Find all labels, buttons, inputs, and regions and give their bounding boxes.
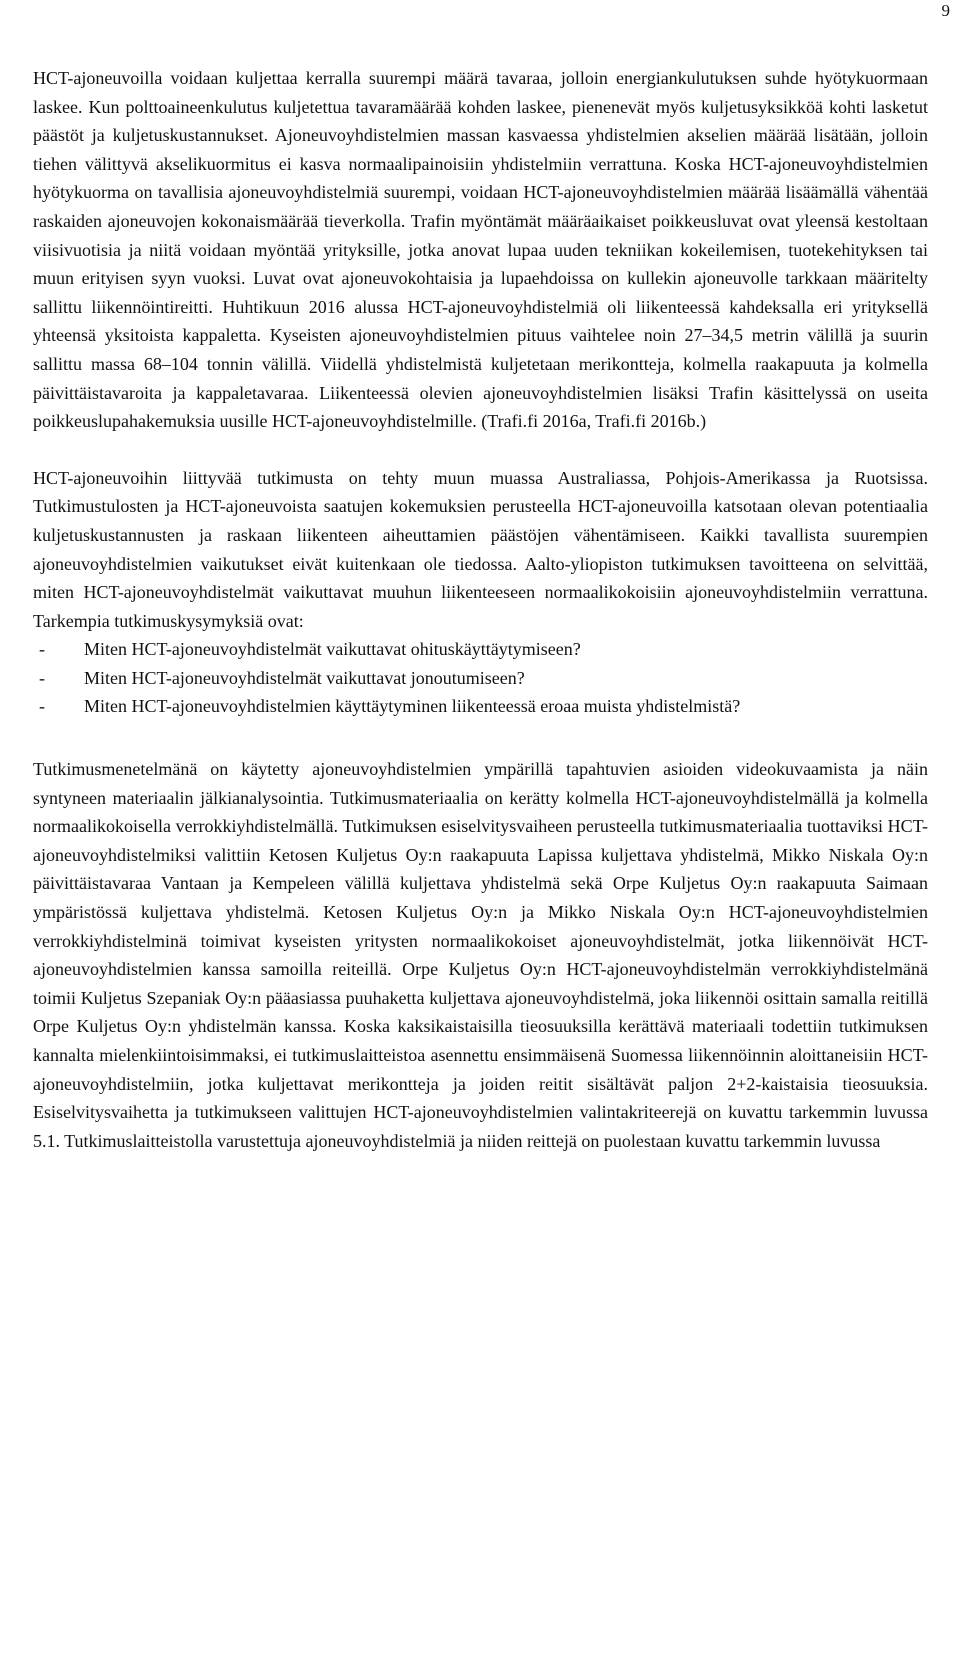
paragraph-research-method: Tutkimusmenetelmänä on käytetty ajoneuvoyhdistelmien ympärillä tapahtuvien asioiden videokuvaamista ja näin syntyneen materiaalin jälkianalysointia. Tutkimusmateriaalia on kerätty kolmella HCT-ajoneuvoyhdistelmällä ja kolmella normaalikokoisella verrokkiyhdistelmällä. Tutkimuksen esiselvitysvaiheen perusteella tutkimusmateriaalia tuottaviksi HCT-ajoneuvoyhdistelmiksi valittiin Ketosen Kuljetus Oy:n raakapuuta Lapissa kuljettava yhdistelmä, Mikko Niskala Oy:n päivittäistavaraa Vantaan ja Kempeleen välillä kuljettava yhdistelmä sekä Orpe Kuljetus Oy:n raakapuuta Saimaan ympäristössä kuljettava yhdistelmä. Ketosen Kuljetus Oy:n ja Mikko Niskala Oy:n HCT-ajoneuvoyhdistelmien verrokkiyhdistelminä toimivat kyseisten yritysten normaalikokoiset ajoneuvoyhdistelmät, jotka liikennöivät HCT-ajoneuvoyhdistelmien kanssa samoilla reiteillä. Orpe Kuljetus Oy:n HCT-ajoneuvoyhdistelmän verrokkiyhdistelmänä toimii Kuljetus Szepaniak Oy:n pääasiassa puuhaketta kuljettava ajoneuvoyhdistelmä, joka liikennöi osittain samalla reitillä Orpe Kuljetus Oy:n yhdistelmän kanssa. Koska kaksikaistaisilla tieosuuksilla kerättävä materiaali todettiin tutkimuksen kannalta mielenkiintoisimmaksi, ei tutkimuslaitteistoa asennettu ensimmäisenä Suomessa liikennöinnin aloittaneisiin HCT-ajoneuvoyhdistelmiin, jotka kuljettavat merikontteja ja joiden reitit sisältävät paljon 2+2-kaistaisia tieosuuksia. Esiselvitysvaihetta ja tutkimukseen valittujen HCT-ajoneuvoyhdistelmien valintakriteerejä on kuvattu tarkemmin luvussa 5.1. Tutkimuslaitteistolla varustettuja ajoneuvoyhdistelmiä ja niiden reittejä on puolestaan kuvattu tarkemmin luvussa <box>33 759 928 1151</box>
list-item <box>33 664 928 693</box>
paragraph-research-background: HCT-ajoneuvoihin liittyvää tutkimusta on tehty muun muassa Australiassa, Pohjois-Amerikassa ja Ruotsissa. Tutkimustulosten ja HCT-ajoneuvoista saatujen kokemuksien perusteella HCT-ajoneuvoilla katsotaan olevan potentiaalia kuljetuskustannusten ja raskaan liikenteen aiheuttamien päästöjen vähentämiseen. Kaikki tavallista suurempien ajoneuvoyhdistelmien vaikutukset eivät kuitenkaan ole tiedossa. Aalto-yliopiston tutkimuksen tavoitteena on selvittää, miten HCT-ajoneuvoyhdistelmät vaikuttavat muuhun liikenteeseen normaalikokoisiin ajoneuvoyhdistelmiin verrattuna. Tarkempia tutkimuskysymyksiä ovat: <box>33 467 928 631</box>
list-item-text: Miten HCT-ajoneuvoyhdistelmät vaikuttavat ohituskäyttäytymiseen? <box>84 639 581 660</box>
list-marker: - <box>39 639 45 660</box>
page-number: 9 <box>941 1 950 20</box>
document-body <box>33 64 928 1155</box>
paragraph-hct-benefits: HCT-ajoneuvoilla voidaan kuljettaa kerralla suurempi määrä tavaraa, jolloin energiankulutuksen suhde hyötykuormaan laskee. Kun polttoaineenkulutus kuljetettua tavaramäärää kohden laskee, pienenevät myös kuljetusyksikköä kohti lasketut päästöt ja kuljetuskustannukset. Ajoneuvoyhdistelmien massan kasvaessa yhdistelmien akselien määrää lisätään, jolloin tiehen välittyvä akselikuormitus ei kasva normaalipainoisiin yhdistelmiin verrattuna. Koska HCT-ajoneuvoyhdistelmien hyötykuorma on tavallisia ajoneuvoyhdistelmiä suurempi, voidaan HCT-ajoneuvoyhdistelmien määrää lisäämällä vähentää raskaiden ajoneuvojen kokonaismäärää tieverkolla. Trafin myöntämät määräaikaiset poikkeusluvat ovat yleensä kestoltaan viisivuotisia ja niitä voidaan myöntää yrityksille, jotka anovat lupaa uuden tekniikan kokeilemisen, tuotekehityksen tai muun erityisen syyn vuoksi. Luvat ovat ajoneuvokohtaisia ja lupaehdoissa on kullekin ajoneuvolle tarkkaan määritelty sallittu liikennöintireitti. Huhtikuun 2016 alussa HCT-ajoneuvoyhdistelmiä oli liikenteessä kahdeksalla eri yrityksellä yhteensä yksitoista kappaletta. Kyseisten ajoneuvoyhdistelmien pituus vaihtelee noin 27–34,5 metrin välillä ja suurin sallittu massa 68–104 tonnin välillä. Viidellä yhdistelmistä kuljetetaan merikontteja, kolmella raakapuuta ja kolmella päivittäistavaroita ja kappaletavaraa. Liikenteessä olevien ajoneuvoyhdistelmien lisäksi Trafin käsittelyssä on useita poikkeuslupahakemuksia uusille HCT-ajoneuvoyhdistelmille. (Trafi.fi 2016a, Trafi.fi 2016b.) <box>33 68 928 432</box>
list-item-text: Miten HCT-ajoneuvoyhdistelmät vaikuttavat jonoutumiseen? <box>84 667 525 688</box>
list-item <box>33 635 928 664</box>
list-marker: - <box>39 667 45 688</box>
research-questions-list <box>33 635 928 721</box>
list-marker: - <box>39 696 45 717</box>
list-item <box>33 692 928 721</box>
list-item-text: Miten HCT-ajoneuvoyhdistelmien käyttäytyminen liikenteessä eroaa muista yhdistelmistä? <box>84 696 741 717</box>
